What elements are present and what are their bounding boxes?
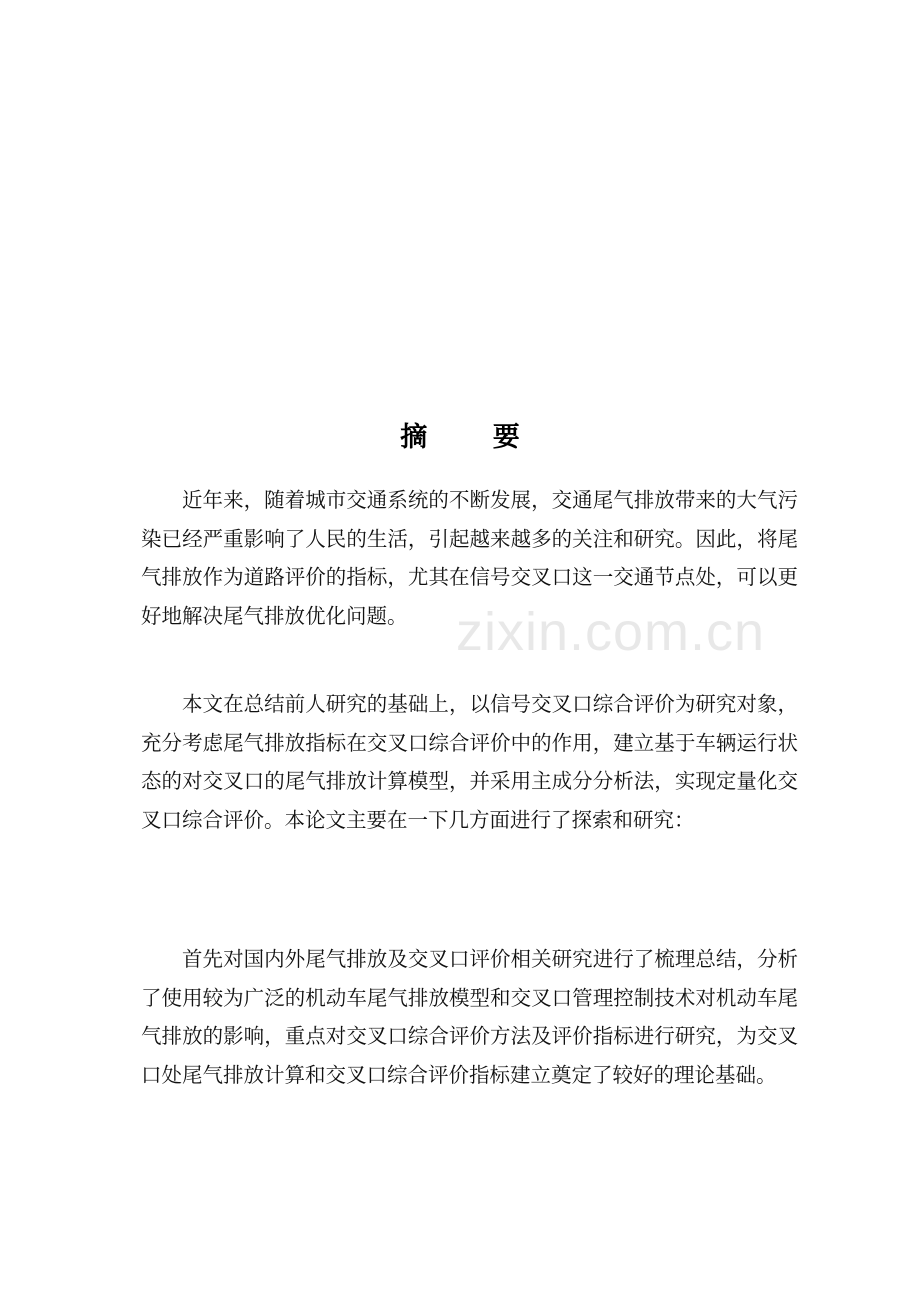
- paragraph-text: 首先对国内外尾气排放及交叉口评价相关研究进行了梳理总结，分析了使用较为广泛的机动车尾气排放模型和交叉口管理控制技术对机动车尾气排放的影响，重点对交叉口综合评价方法及评价指标进行研究，为交叉口处尾气排放计算和交叉口综合评价指标建立奠定了较好的理论基础。: [141, 947, 798, 1088]
- paragraph-2: [141, 685, 798, 840]
- paragraph-1: [141, 481, 798, 636]
- site-watermark: zixin.com.cn: [456, 602, 766, 662]
- paragraph-text: 本文在总结前人研究的基础上，以信号交叉口综合评价为研究对象，充分考虑尾气排放指标在交叉口综合评价中的作用，建立基于车辆运行状态的对交叉口的尾气排放计算模型，并采用主成分分析法，实现定量化交叉口综合评价。本论文主要在一下几方面进行了探索和研究：: [141, 692, 798, 833]
- abstract-title: 摘 要: [400, 422, 548, 453]
- paragraph-text: 近年来，随着城市交通系统的不断发展，交通尾气排放带来的大气污染已经严重影响了人民的生活，引起越来越多的关注和研究。因此，将尾气排放作为道路评价的指标，尤其在信号交叉口这一交通节点处，可以更好地解决尾气排放优化问题。: [141, 488, 798, 629]
- paragraph-3: [141, 940, 798, 1095]
